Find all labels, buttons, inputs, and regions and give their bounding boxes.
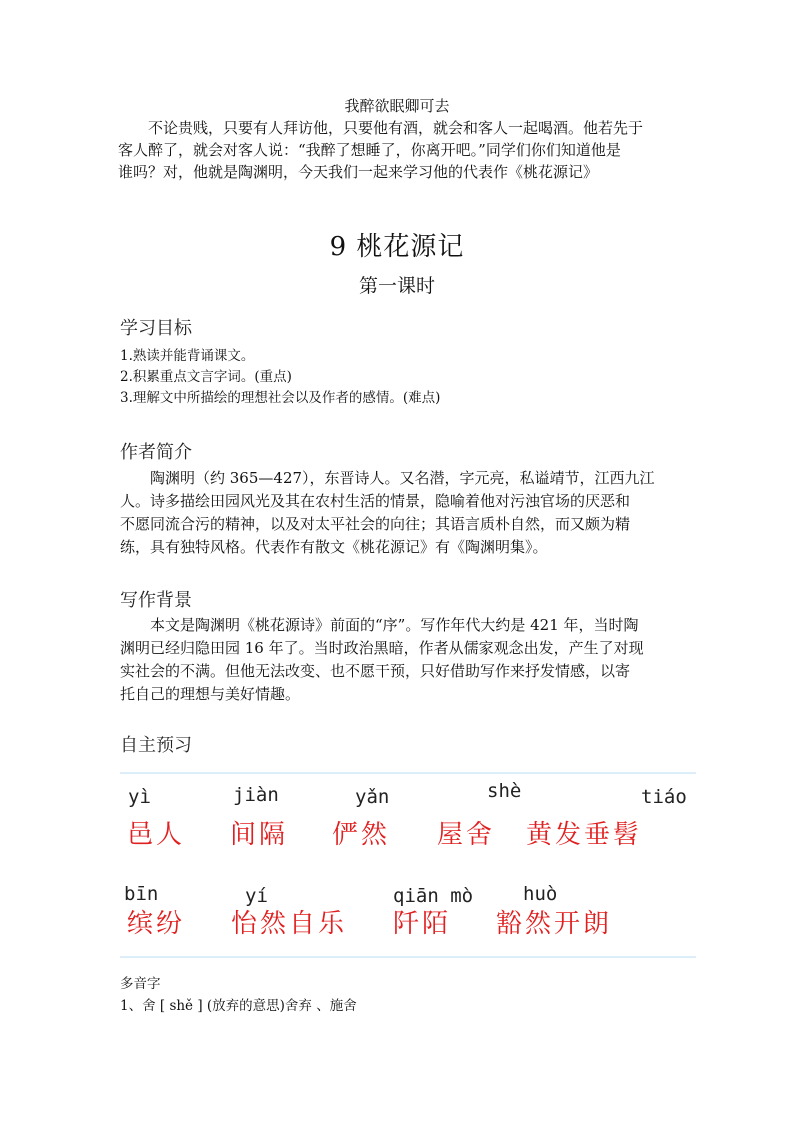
word-yanran: 俨然 xyxy=(332,820,391,850)
goals-heading: 学习目标 xyxy=(120,318,192,339)
author-heading: 作者简介 xyxy=(120,442,192,463)
word-wushe: 屋舍 xyxy=(437,820,496,850)
author-line-4: 练，具有独特风格。代表作有散文《桃花源记》有《陶渊明集》。 xyxy=(120,538,548,556)
word-binfen: 缤纷 xyxy=(127,909,186,939)
word-yiran: 怡然自乐 xyxy=(231,909,348,939)
preview-top-rule xyxy=(120,772,696,774)
author-line-2: 人。诗多描绘田园风光及其在农村生活的情景，隐喻着他对污浊官场的厌恶和 xyxy=(120,492,631,510)
background-line-2: 渊明已经归隐田园 16 年了。当时政治黑暗，作者从儒家观念出发，产生了对现 xyxy=(120,639,644,657)
intro-line-3: 谁吗？对，他就是陶渊明，今天我们一起来学习他的代表作《桃花源记》 xyxy=(118,163,599,181)
pinyin-she: shè xyxy=(487,780,522,802)
intro-line-1: 不论贵贱，只要有人拜访他，只要他有酒，就会和客人一起喝酒。他若先于 xyxy=(148,119,644,137)
lesson-title: 9 桃花源记 xyxy=(329,232,465,262)
pinyin-tiao: tiáo xyxy=(641,786,687,808)
background-line-3: 实社会的不满。但他无法改变、也不愿干预，只好借助写作来抒发情感，以寄 xyxy=(120,662,631,680)
pinyin-yi: yì xyxy=(128,786,151,808)
background-line-1: 本文是陶渊明《桃花源诗》前面的“序”。写作年代大约是 421 年，当时陶 xyxy=(150,616,639,634)
preview-heading: 自主预习 xyxy=(120,735,192,756)
pinyin-yan: yǎn xyxy=(355,786,390,808)
author-line-1: 陶渊明（约 365—427），东晋诗人。又名潜，字元亮，私谥靖节，江西九江 xyxy=(150,469,655,487)
goal-item-3: 3.理解文中所描绘的理想社会以及作者的感情。(难点) xyxy=(120,390,441,406)
word-huangfa: 黄发垂髫 xyxy=(526,820,643,850)
pinyin-bin: bīn xyxy=(124,883,159,905)
preview-bottom-rule xyxy=(120,956,696,958)
author-line-3: 不愿同流合污的精神，以及对太平社会的向往；其语言质朴自然，而又颇为精 xyxy=(120,515,631,533)
lesson-subtitle: 第一课时 xyxy=(358,275,435,297)
intro-line-2: 客人醉了，就会对客人说：“我醉了想睡了，你离开吧。”同学们你们知道他是 xyxy=(118,141,621,159)
background-line-4: 托自己的理想与美好情趣。 xyxy=(120,685,301,703)
goal-item-2: 2.积累重点文言字词。(重点) xyxy=(120,369,292,385)
word-qianmo: 阡陌 xyxy=(393,909,452,939)
pinyin-yi2: yí xyxy=(245,885,268,907)
word-jiange: 间隔 xyxy=(230,820,289,850)
background-heading: 写作背景 xyxy=(120,590,192,611)
pinyin-qianmo: qiān mò xyxy=(393,885,474,907)
word-huoran: 豁然开朗 xyxy=(496,909,613,939)
word-yiren: 邑人 xyxy=(127,820,186,850)
pinyin-huo: huò xyxy=(523,883,558,905)
pinyin-jian: jiàn xyxy=(233,784,279,806)
goal-item-1: 1.熟读并能背诵课文。 xyxy=(120,348,255,364)
polyphone-line-1: 1、舍 [ shě ] (放弃的意思)舍弃 、施舍 xyxy=(120,998,357,1014)
polyphone-heading: 多音字 xyxy=(120,976,161,992)
intro-title: 我醉欲眠卿可去 xyxy=(344,97,450,115)
